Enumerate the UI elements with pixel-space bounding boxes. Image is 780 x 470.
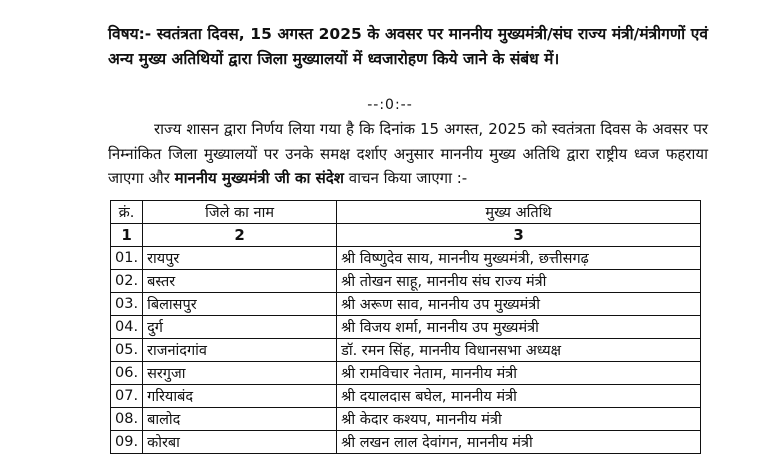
row-guest: श्री विजय शर्मा, माननीय उप मुख्यमंत्री — [337, 316, 701, 339]
row-district: रायपुर — [143, 247, 337, 270]
table-row — [111, 293, 701, 316]
table-row — [111, 408, 701, 431]
row-guest: श्री केदार कश्यप, माननीय मंत्री — [337, 408, 701, 431]
header-serial: क्रं. — [111, 201, 143, 224]
row-serial: 04. — [111, 316, 143, 339]
row-guest: डॉ. रमन सिंह, माननीय विधानसभा अध्यक्ष — [337, 339, 701, 362]
row-district: बिलासपुर — [143, 293, 337, 316]
table-header-row — [111, 201, 701, 224]
section-divider: --:0:-- — [367, 97, 413, 113]
paragraph-bold-text: माननीय मुख्यमंत्री जी का संदेश — [174, 169, 344, 187]
table-row — [111, 431, 701, 454]
row-district: गरियाबंद — [143, 385, 337, 408]
row-guest: श्री रामविचार नेताम, माननीय मंत्री — [337, 362, 701, 385]
table-row — [111, 270, 701, 293]
column-number: 3 — [337, 224, 701, 247]
row-serial: 02. — [111, 270, 143, 293]
paragraph-text-end: वाचन किया जाएगा :- — [343, 169, 468, 187]
row-guest: श्री विष्णुदेव साय, माननीय मुख्यमंत्री, छत्तीसगढ़ — [337, 247, 701, 270]
row-district: राजनांदगांव — [143, 339, 337, 362]
row-serial: 06. — [111, 362, 143, 385]
row-district: बालोद — [143, 408, 337, 431]
header-guest: मुख्य अतिथि — [337, 201, 701, 224]
row-serial: 03. — [111, 293, 143, 316]
row-district: बस्तर — [143, 270, 337, 293]
row-serial: 01. — [111, 247, 143, 270]
row-district: दुर्ग — [143, 316, 337, 339]
subject-text: स्वतंत्रता दिवस, 15 अगस्त 2025 के अवसर पर माननीय मुख्यमंत्री/संघ राज्य मंत्री/मंत्रीगणों एवं अन्य मुख्य अतिथियों द्वारा जिला मुख्यालयों में ध्वजारोहण किये जाने के संबंध में। — [108, 25, 708, 68]
paragraph-text-start: राज्य शासन द्वारा निर्णय लिया गया है कि दिनांक 15 अगस्त, 2025 को स्वतंत्रता दिवस के अवसर पर निम्नांकित जिला मुख्यालयों पर उनके समक्ष दर्शाए अनुसार माननीय मुख्य अतिथि द्वारा राष्ट्रीय ध्वज फहराया जाएगा और — [108, 120, 708, 187]
row-guest: श्री तोखन साहू, माननीय संघ राज्य मंत्री — [337, 270, 701, 293]
table-row — [111, 385, 701, 408]
row-district: सरगुजा — [143, 362, 337, 385]
table-row — [111, 316, 701, 339]
body-paragraph — [108, 117, 708, 191]
subject-label: विषय:- — [108, 25, 152, 43]
column-number-row — [111, 224, 701, 247]
row-guest: श्री दयालदास बघेल, माननीय मंत्री — [337, 385, 701, 408]
row-serial: 09. — [111, 431, 143, 454]
column-number: 1 — [111, 224, 143, 247]
row-district: कोरबा — [143, 431, 337, 454]
header-district: जिले का नाम — [143, 201, 337, 224]
row-serial: 08. — [111, 408, 143, 431]
districts-table — [110, 200, 701, 454]
row-serial: 05. — [111, 339, 143, 362]
row-guest: श्री लखन लाल देवांगन, माननीय मंत्री — [337, 431, 701, 454]
column-number: 2 — [143, 224, 337, 247]
row-guest: श्री अरूण साव, माननीय उप मुख्यमंत्री — [337, 293, 701, 316]
table-row — [111, 247, 701, 270]
row-serial: 07. — [111, 385, 143, 408]
table-row — [111, 362, 701, 385]
table-row — [111, 339, 701, 362]
subject-block — [108, 22, 708, 72]
